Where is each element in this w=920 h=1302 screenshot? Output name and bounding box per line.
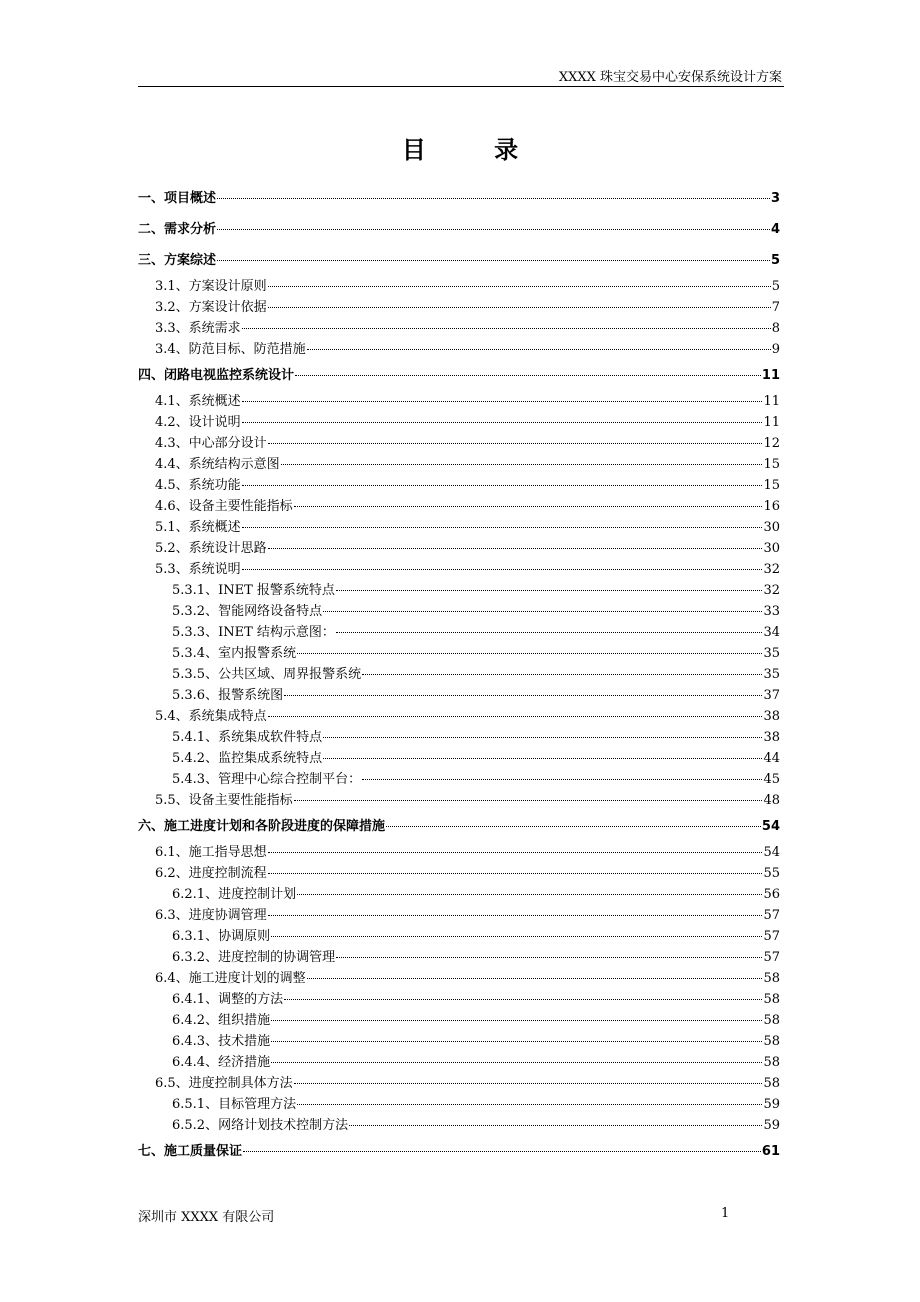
- toc-dot-leader: [271, 1041, 762, 1042]
- toc-entry[interactable]: [138, 842, 780, 863]
- toc-dot-leader: [349, 1125, 762, 1126]
- toc-entry-label: 6.3.2、进度控制的协调管理: [172, 950, 336, 965]
- toc-entry[interactable]: [138, 580, 780, 601]
- toc-entry[interactable]: [138, 297, 780, 318]
- toc-entry[interactable]: [138, 685, 780, 706]
- toc-entry-page-number: 32: [763, 583, 780, 598]
- toc-entry-page-number: 15: [763, 457, 780, 472]
- table-of-contents: [138, 183, 780, 1167]
- toc-title: 目 录: [401, 136, 549, 164]
- toc-entry-page-number: 61: [761, 1144, 780, 1159]
- toc-dot-leader: [362, 674, 762, 675]
- toc-entry-page-number: 38: [763, 730, 780, 745]
- toc-entry-label: 一、项目概述: [138, 191, 217, 206]
- toc-entry[interactable]: [138, 727, 780, 748]
- toc-dot-leader: [217, 260, 770, 261]
- toc-entry[interactable]: [138, 475, 780, 496]
- toc-entry-label: 七、施工质量保证: [138, 1144, 243, 1159]
- toc-entry-page-number: 59: [763, 1097, 780, 1112]
- toc-entry[interactable]: [138, 790, 780, 811]
- toc-entry-page-number: 11: [763, 394, 780, 409]
- toc-entry-label: 5.3.4、室内报警系统: [172, 646, 297, 661]
- toc-entry-label: 5.3.6、报警系统图: [172, 688, 284, 703]
- toc-entry-page-number: 55: [763, 866, 780, 881]
- toc-entry[interactable]: [138, 706, 780, 727]
- toc-entry-page-number: 35: [763, 667, 780, 682]
- toc-dot-leader: [307, 349, 771, 350]
- toc-entry[interactable]: [138, 863, 780, 884]
- toc-entry-label: 4.1、系统概述: [155, 394, 241, 409]
- toc-dot-leader: [242, 569, 763, 570]
- toc-entry[interactable]: [138, 433, 780, 454]
- toc-dot-leader: [307, 978, 763, 979]
- toc-entry[interactable]: [138, 1115, 780, 1136]
- toc-dot-leader: [217, 198, 770, 199]
- toc-entry-label: 5.3.5、公共区域、周界报警系统: [172, 667, 362, 682]
- toc-entry[interactable]: [138, 989, 780, 1010]
- toc-entry-page-number: 11: [763, 415, 780, 430]
- toc-entry-page-number: 5: [771, 279, 780, 294]
- toc-dot-leader: [294, 1083, 763, 1084]
- toc-entry[interactable]: [138, 454, 780, 475]
- toc-entry-page-number: 35: [763, 646, 780, 661]
- toc-entry-page-number: 5: [770, 253, 780, 268]
- toc-entry[interactable]: [138, 884, 780, 905]
- toc-entry-label: 5.3、系统说明: [155, 562, 241, 577]
- toc-entry-label: 6.5、进度控制具体方法: [155, 1076, 293, 1091]
- toc-entry-page-number: 57: [763, 908, 780, 923]
- toc-entry-label: 6.1、施工指导思想: [155, 845, 267, 860]
- toc-dot-leader: [268, 548, 763, 549]
- toc-entry-page-number: 59: [763, 1118, 780, 1133]
- toc-entry-label: 5.2、系统设计思路: [155, 541, 267, 556]
- toc-entry-page-number: 30: [763, 541, 780, 556]
- toc-entry[interactable]: [138, 391, 780, 412]
- toc-entry-label: 6.5.2、网络计划技术控制方法: [172, 1118, 349, 1133]
- toc-entry[interactable]: [138, 1073, 780, 1094]
- toc-dot-leader: [242, 401, 763, 402]
- toc-entry-label: 4.2、设计说明: [155, 415, 241, 430]
- toc-dot-leader: [271, 1020, 762, 1021]
- toc-entry-label: 6.4.3、技术措施: [172, 1034, 271, 1049]
- toc-entry[interactable]: [138, 339, 780, 360]
- footer-page-number: 1: [721, 1206, 730, 1221]
- toc-entry-page-number: 37: [763, 688, 780, 703]
- toc-dot-leader: [268, 307, 771, 308]
- toc-dot-leader: [268, 443, 763, 444]
- toc-dot-leader: [268, 716, 763, 717]
- toc-entry-label: 4.5、系统功能: [155, 478, 241, 493]
- toc-entry[interactable]: [138, 245, 780, 276]
- toc-entry[interactable]: [138, 1136, 780, 1167]
- toc-dot-leader: [386, 826, 761, 827]
- toc-dot-leader: [271, 1062, 762, 1063]
- toc-dot-leader: [284, 695, 762, 696]
- toc-dot-leader: [242, 328, 771, 329]
- toc-entry[interactable]: [138, 538, 780, 559]
- toc-dot-leader: [336, 632, 763, 633]
- toc-dot-leader: [323, 737, 762, 738]
- toc-dot-leader: [297, 653, 762, 654]
- footer-company: 深圳市 XXXX 有限公司: [138, 1210, 275, 1225]
- toc-dot-leader: [268, 873, 763, 874]
- toc-entry[interactable]: [138, 664, 780, 685]
- toc-entry[interactable]: [138, 1052, 780, 1073]
- toc-dot-leader: [217, 229, 770, 230]
- toc-entry-page-number: 9: [771, 342, 780, 357]
- toc-entry-page-number: 57: [763, 929, 780, 944]
- toc-dot-leader: [362, 779, 762, 780]
- toc-dot-leader: [281, 464, 763, 465]
- toc-entry-label: 5.4.3、管理中心综合控制平台：: [172, 772, 362, 787]
- toc-entry-label: 5.3.1、INET 报警系统特点: [172, 583, 335, 598]
- toc-entry[interactable]: [138, 811, 780, 842]
- toc-entry-label: 6.2、进度控制流程: [155, 866, 267, 881]
- toc-entry-page-number: 33: [763, 604, 780, 619]
- toc-entry-page-number: 44: [763, 751, 780, 766]
- toc-entry[interactable]: [138, 769, 780, 790]
- toc-entry-page-number: 48: [763, 793, 780, 808]
- toc-entry[interactable]: [138, 517, 780, 538]
- toc-entry-page-number: 58: [763, 1034, 780, 1049]
- toc-entry-page-number: 12: [763, 436, 780, 451]
- toc-entry-page-number: 3: [770, 191, 780, 206]
- toc-entry[interactable]: [138, 1094, 780, 1115]
- page-header-title: XXXX 珠宝交易中心安保系统设计方案: [558, 70, 782, 85]
- toc-entry[interactable]: [138, 318, 780, 339]
- toc-entry-page-number: 11: [761, 368, 780, 383]
- toc-entry-page-number: 58: [763, 1076, 780, 1091]
- toc-entry-label: 6.5.1、目标管理方法: [172, 1097, 297, 1112]
- toc-entry-label: 3.4、防范目标、防范措施: [155, 342, 306, 357]
- toc-entry-page-number: 58: [763, 1013, 780, 1028]
- toc-entry-page-number: 58: [763, 971, 780, 986]
- toc-entry-page-number: 57: [763, 950, 780, 965]
- toc-entry[interactable]: [138, 183, 780, 214]
- toc-dot-leader: [242, 527, 763, 528]
- toc-entry-label: 5.1、系统概述: [155, 520, 241, 535]
- toc-entry[interactable]: [138, 926, 780, 947]
- toc-entry-page-number: 58: [763, 1055, 780, 1070]
- toc-entry-label: 6.4.2、组织措施: [172, 1013, 271, 1028]
- toc-entry-page-number: 54: [761, 819, 780, 834]
- toc-entry-page-number: 54: [763, 845, 780, 860]
- toc-dot-leader: [297, 894, 762, 895]
- toc-entry-label: 4.4、系统结构示意图: [155, 457, 280, 472]
- toc-entry-label: 5.5、设备主要性能指标: [155, 793, 293, 808]
- toc-entry-label: 3.1、方案设计原则: [155, 279, 267, 294]
- toc-entry[interactable]: [138, 905, 780, 926]
- toc-entry[interactable]: [138, 748, 780, 769]
- header-rule: [138, 86, 784, 87]
- toc-entry[interactable]: [138, 622, 780, 643]
- toc-entry-label: 六、施工进度计划和各阶段进度的保障措施: [138, 819, 386, 834]
- toc-entry-page-number: 30: [763, 520, 780, 535]
- toc-entry[interactable]: [138, 1010, 780, 1031]
- toc-entry-label: 3.2、方案设计依据: [155, 300, 267, 315]
- toc-entry-page-number: 32: [763, 562, 780, 577]
- toc-entry-page-number: 4: [770, 222, 780, 237]
- toc-dot-leader: [294, 506, 763, 507]
- toc-dot-leader: [323, 611, 762, 612]
- toc-entry-page-number: 7: [771, 300, 780, 315]
- toc-entry-page-number: 34: [763, 625, 780, 640]
- toc-entry[interactable]: [138, 412, 780, 433]
- toc-dot-leader: [323, 758, 762, 759]
- toc-dot-leader: [336, 957, 762, 958]
- toc-entry-label: 5.4、系统集成特点: [155, 709, 267, 724]
- toc-entry-label: 3.3、系统需求: [155, 321, 241, 336]
- toc-entry-label: 4.3、中心部分设计: [155, 436, 267, 451]
- toc-entry[interactable]: [138, 496, 780, 517]
- toc-entry[interactable]: [138, 601, 780, 622]
- toc-entry-label: 三、方案综述: [138, 253, 217, 268]
- toc-dot-leader: [284, 999, 762, 1000]
- toc-entry[interactable]: [138, 968, 780, 989]
- toc-dot-leader: [242, 485, 763, 486]
- toc-entry-page-number: 16: [763, 499, 780, 514]
- toc-entry-page-number: 38: [763, 709, 780, 724]
- toc-dot-leader: [295, 375, 761, 376]
- toc-entry-label: 6.3、进度协调管理: [155, 908, 267, 923]
- toc-entry-page-number: 45: [763, 772, 780, 787]
- toc-entry-page-number: 56: [763, 887, 780, 902]
- toc-dot-leader: [297, 1104, 762, 1105]
- toc-entry-page-number: 8: [771, 321, 780, 336]
- toc-entry-label: 6.4.1、调整的方法: [172, 992, 284, 1007]
- toc-dot-leader: [268, 852, 763, 853]
- toc-entry-label: 5.4.1、系统集成软件特点: [172, 730, 323, 745]
- toc-dot-leader: [268, 915, 763, 916]
- toc-entry-label: 4.6、设备主要性能指标: [155, 499, 293, 514]
- toc-dot-leader: [336, 590, 763, 591]
- toc-entry-label: 5.3.2、智能网络设备特点: [172, 604, 323, 619]
- toc-dot-leader: [294, 800, 763, 801]
- toc-entry[interactable]: [138, 947, 780, 968]
- toc-entry-label: 二、需求分析: [138, 222, 217, 237]
- toc-entry[interactable]: [138, 559, 780, 580]
- toc-entry-label: 6.3.1、协调原则: [172, 929, 271, 944]
- toc-entry-page-number: 15: [763, 478, 780, 493]
- toc-entry-label: 5.3.3、INET 结构示意图：: [172, 625, 335, 640]
- toc-dot-leader: [242, 422, 763, 423]
- toc-entry-label: 四、闭路电视监控系统设计: [138, 368, 295, 383]
- toc-dot-leader: [271, 936, 762, 937]
- toc-entry-label: 5.4.2、监控集成系统特点: [172, 751, 323, 766]
- toc-entry[interactable]: [138, 1031, 780, 1052]
- toc-entry-label: 6.2.1、进度控制计划: [172, 887, 297, 902]
- toc-entry[interactable]: [138, 276, 780, 297]
- toc-entry-label: 6.4、施工进度计划的调整: [155, 971, 306, 986]
- toc-entry[interactable]: [138, 643, 780, 664]
- toc-entry-label: 6.4.4、经济措施: [172, 1055, 271, 1070]
- toc-entry[interactable]: [138, 360, 780, 391]
- toc-dot-leader: [268, 286, 771, 287]
- toc-entry[interactable]: [138, 214, 780, 245]
- toc-entry-page-number: 58: [763, 992, 780, 1007]
- toc-dot-leader: [243, 1151, 761, 1152]
